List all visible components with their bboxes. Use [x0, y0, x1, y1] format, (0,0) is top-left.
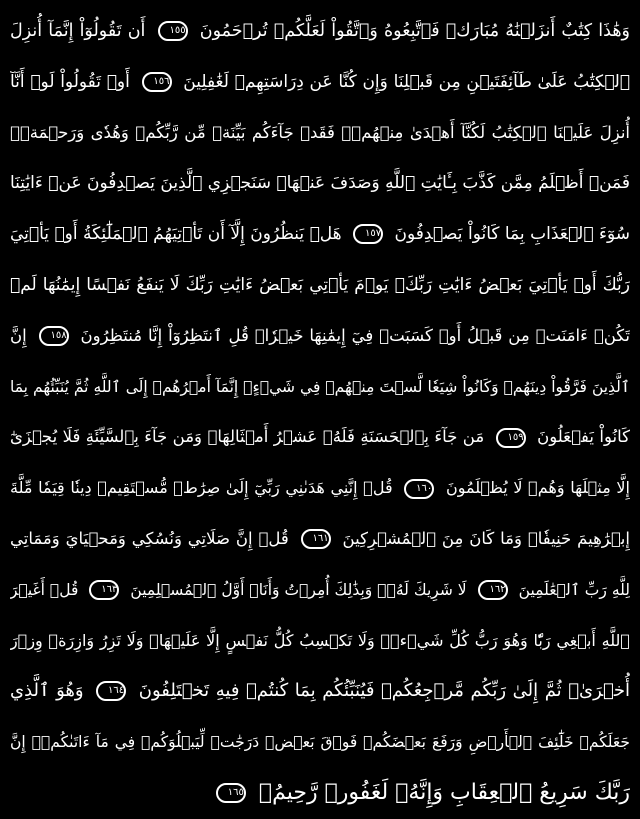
verse-text: قُلۡ إِنَّ صَلَاتِي وَنُسُكِي وَمَحۡيَايَ وَمَمَاتِي — [10, 528, 289, 548]
ayah-number-marker: ١٦٥ — [216, 783, 246, 803]
text-line — [10, 768, 630, 819]
verse-text: رَبُّكَ أَوۡ يَأۡتِيَ بَعۡضُ ءَايَٰتِ رَبِّكَۗ يَوۡمَ يَأۡتِي بَعۡضُ ءَايَٰتِ رَبِّكَ لَا يَنفَعُ نَفۡسًا إِيمَٰنُهَا لَمۡ — [10, 274, 630, 295]
verse-text: أُخۡرَىٰۚ ثُمَّ إِلَىٰ رَبِّكُم مَّرۡجِعُكُمۡ فَيُنَبِّئُكُم بِمَا كُنتُمۡ فِيهِ تَخۡتَلِفُونَ — [138, 680, 630, 702]
verse-text: قُلۡ أَغَيۡرَ — [10, 580, 79, 599]
verse-text: قُلۡ إِنَّنِي هَدَىٰنِي رَبِّيٓ إِلَىٰ صِرَٰطٖ مُّسۡتَقِيمٖ دِينٗا قِيَمٗا مِّلَّةَ — [10, 478, 393, 498]
verse-text: إِنَّ — [10, 325, 27, 345]
verse-text: إِلَّا مِثۡلَهَا وَهُمۡ لَا يُظۡلَمُونَ — [445, 478, 630, 498]
verse-text: وَهَٰذَا كِتَٰبٌ أَنزَلۡنَٰهُ مُبَارَكٞ فَٱتَّبِعُوهُ وَٱتَّقُواْ لَعَلَّكُمۡ تُرۡحَمُونَ — [199, 21, 630, 41]
verse-lines — [10, 6, 630, 819]
text-line — [10, 616, 630, 667]
verse-text: كَانُواْ يَفۡعَلُونَ — [537, 427, 630, 447]
text-line — [10, 158, 630, 209]
ayah-number-marker: ١٥٥ — [158, 21, 188, 41]
ayah-number-marker: ١٦٠ — [404, 479, 434, 499]
verse-text: لَا شَرِيكَ لَهُۥۖ وَبِذَٰلِكَ أُمِرۡتُ وَأَنَا۠ أَوَّلُ ٱلۡمُسۡلِمِينَ — [130, 580, 467, 599]
verse-text: تَكُنۡ ءَامَنَتۡ مِن قَبۡلُ أَوۡ كَسَبَتۡ فِيٓ إِيمَٰنِهَا خَيۡرٗاۗ قُلِ ٱنتَظِرُوٓاْ إِنَّا مُنتَظِرُونَ — [80, 325, 630, 345]
verse-text: أَوۡ تَقُولُواْ لَوۡ أَنَّآ — [10, 71, 130, 92]
ayah-number-marker: ١٦٤ — [96, 681, 126, 701]
verse-text: لِلَّهِ رَبِّ ٱلۡعَٰلَمِينَ — [518, 580, 630, 599]
text-line — [10, 463, 630, 514]
ayah-number-marker: ١٥٨ — [39, 326, 69, 346]
text-line — [10, 6, 630, 57]
text-line — [10, 362, 630, 413]
verse-text: فَمَنۡ أَظۡلَمُ مِمَّن كَذَّبَ بِـَٔايَٰتِ ٱللَّهِ وَصَدَفَ عَنۡهَاۗ سَنَجۡزِي ٱلَّذِينَ يَصۡدِفُونَ عَنۡ ءَايَٰتِنَا — [10, 173, 630, 194]
text-line — [10, 514, 630, 565]
ayah-number-marker: ١٥٦ — [142, 72, 172, 92]
verse-text: رَبَّكَ سَرِيعُ ٱلۡعِقَابِ وَإِنَّهُۥ لَغَفُورٞ رَّحِيمُۢ — [258, 779, 630, 805]
verse-text: هَلۡ يَنظُرُونَ إِلَّآ أَن تَأۡتِيَهُمُ ٱلۡمَلَٰٓئِكَةُ أَوۡ يَأۡتِيَ — [10, 224, 342, 245]
verse-text: ٱللَّهِ — [601, 630, 630, 650]
text-line — [10, 717, 630, 768]
ayah-number-marker: ١٦٣ — [89, 580, 119, 600]
text-line — [10, 260, 630, 311]
verse-text: سُوٓءَ ٱلۡعَذَابِ بِمَا كَانُواْ يَصۡدِفُونَ — [394, 224, 630, 245]
ayah-number-marker: ١٦٢ — [478, 580, 508, 600]
verse-text: وَهُوَ ٱلَّذِي — [10, 680, 84, 702]
text-line — [10, 565, 630, 616]
text-line — [10, 412, 630, 463]
verse-text: أَبۡغِي رَبّٗا وَهُوَ رَبُّ كُلِّ شَيۡءٖۚ وَلَا تَكۡسِبُ كُلُّ نَفۡسٍ إِلَّا عَلَيۡهَاۚ وَلَا تَزِرُ وَازِرَةٞ وِزۡرَ — [10, 630, 596, 650]
verse-text: مَن جَآءَ بِٱلۡحَسَنَةِ فَلَهُۥ عَشۡرُ أَمۡثَالِهَاۖ وَمَن جَآءَ بِٱلسَّيِّئَةِ فَلَا يُجۡزَىٰٓ — [10, 427, 485, 447]
verse-text: أُنزِلَ عَلَيۡنَا ٱلۡكِتَٰبُ لَكُنَّآ أَهۡدَىٰ مِنۡهُمۡۚ فَقَدۡ جَآءَكُم بَيِّنَةٞ مِّن رَّبِّكُمۡ وَهُدٗى وَرَحۡمَةٞۚ — [10, 122, 630, 142]
verse-text: إِبۡرَٰهِيمَ حَنِيفٗاۚ وَمَا كَانَ مِنَ ٱلۡمُشۡرِكِينَ — [342, 528, 630, 548]
text-line — [10, 666, 630, 717]
text-line — [10, 57, 630, 108]
ayah-number-marker: ١٥٩ — [496, 428, 526, 448]
text-line — [10, 311, 630, 362]
text-line — [10, 209, 630, 260]
text-line — [10, 108, 630, 159]
verse-text: أَن تَقُولُوٓاْ إِنَّمَآ أُنزِلَ — [10, 21, 146, 41]
verse-text: ٱلَّذِينَ فَرَّقُواْ دِينَهُمۡ وَكَانُواْ شِيَعٗا لَّسۡتَ مِنۡهُمۡ فِي شَيۡءٍۚ إِنَّمَآ أَمۡرُهُمۡ إِلَى ٱللَّهِ ثُمَّ يُنَبِّئُهُم بِمَا — [10, 377, 630, 396]
verse-text: ٱلۡكِتَٰبُ عَلَىٰ طَآئِفَتَيۡنِ مِن قَبۡلِنَا وَإِن كُنَّا عَن دِرَاسَتِهِمۡ لَغَٰفِلِينَ — [183, 71, 630, 92]
ayah-number-marker: ١٥٧ — [353, 224, 383, 244]
verse-text: جَعَلَكُمۡ خَلَٰٓئِفَ ٱلۡأَرۡضِ وَرَفَعَ بَعۡضَكُمۡ فَوۡقَ بَعۡضٖ دَرَجَٰتٖ لِّيَبۡلُوَكُمۡ فِي مَآ ءَاتَىٰكُمۡۗ إِنَّ — [10, 733, 630, 752]
ayah-number-marker: ١٦١ — [301, 529, 331, 549]
